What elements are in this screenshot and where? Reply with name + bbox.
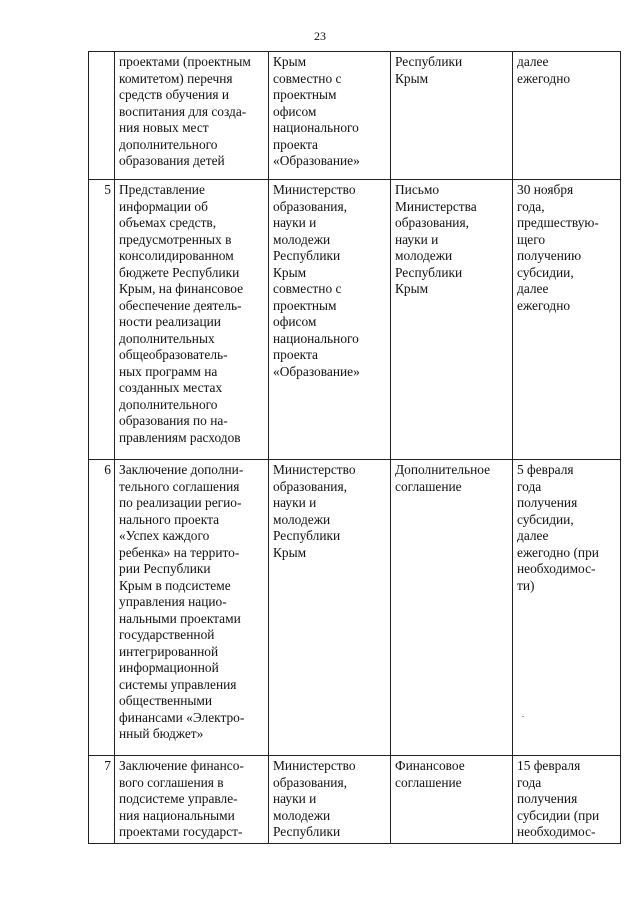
event-cell: Заключение дополни- тельного соглашения по реализации регио- нального проекта «Успех каждого ребенка» на террито- рии Республики Крым в подсистеме управления нацио- нальными проектами государственной интегрированной информационной системы управления общественными финансами «Электро- нный бюджет» xyxy=(115,460,269,756)
document-cell: Дополнительное соглашение xyxy=(391,460,513,756)
deadline-cell: 15 февраля года получения субсидии (при необходимос- xyxy=(513,756,621,844)
responsible-cell: Крым совместно с проектным офисом национального проекта «Образование» xyxy=(269,52,391,180)
table-row xyxy=(89,180,621,460)
document-cell: Письмо Министерства образования, науки и молодежи Республики Крым xyxy=(391,180,513,460)
table-row xyxy=(89,52,621,180)
event-cell: Заключение финансо- вого соглашения в подсистеме управле- ния национальными проектами государст- xyxy=(115,756,269,844)
deadline-cell: далее ежегодно xyxy=(513,52,621,180)
row-number-cell: 6 xyxy=(89,460,115,756)
scan-speck xyxy=(522,716,524,717)
document-cell: Республики Крым xyxy=(391,52,513,180)
responsible-cell: Министерство образования, науки и молодежи Республики Крым xyxy=(269,460,391,756)
event-cell: проектами (проектным комитетом) перечня средств обучения и воспитания для созда- ния новых мест дополнительного образования детей xyxy=(115,52,269,180)
table-row xyxy=(89,756,621,844)
responsible-cell: Министерство образования, науки и молодежи Республики Крым совместно с проектным офисом национального проекта «Образование» xyxy=(269,180,391,460)
deadline-cell: 5 февраля года получения субсидии, далее ежегодно (при необходимос- ти) xyxy=(513,460,621,756)
row-number-cell xyxy=(89,52,115,180)
table-row xyxy=(89,460,621,756)
document-cell: Финансовое соглашение xyxy=(391,756,513,844)
row-number-cell: 5 xyxy=(89,180,115,460)
deadline-cell: 30 ноября года, предшествую- щего получению субсидии, далее ежегодно xyxy=(513,180,621,460)
responsible-cell: Министерство образования, науки и молодежи Республики xyxy=(269,756,391,844)
row-number-cell: 7 xyxy=(89,756,115,844)
schedule-table xyxy=(88,51,621,844)
event-cell: Представление информации об объемах средств, предусмотренных в консолидированном бюджете Республики Крым, на финансовое обеспечение деятель- ности реализации дополнительных общеобразователь- ных программ на созданных местах дополнительного образования по на- правлениям расходов xyxy=(115,180,269,460)
page-number: 23 xyxy=(314,29,326,43)
